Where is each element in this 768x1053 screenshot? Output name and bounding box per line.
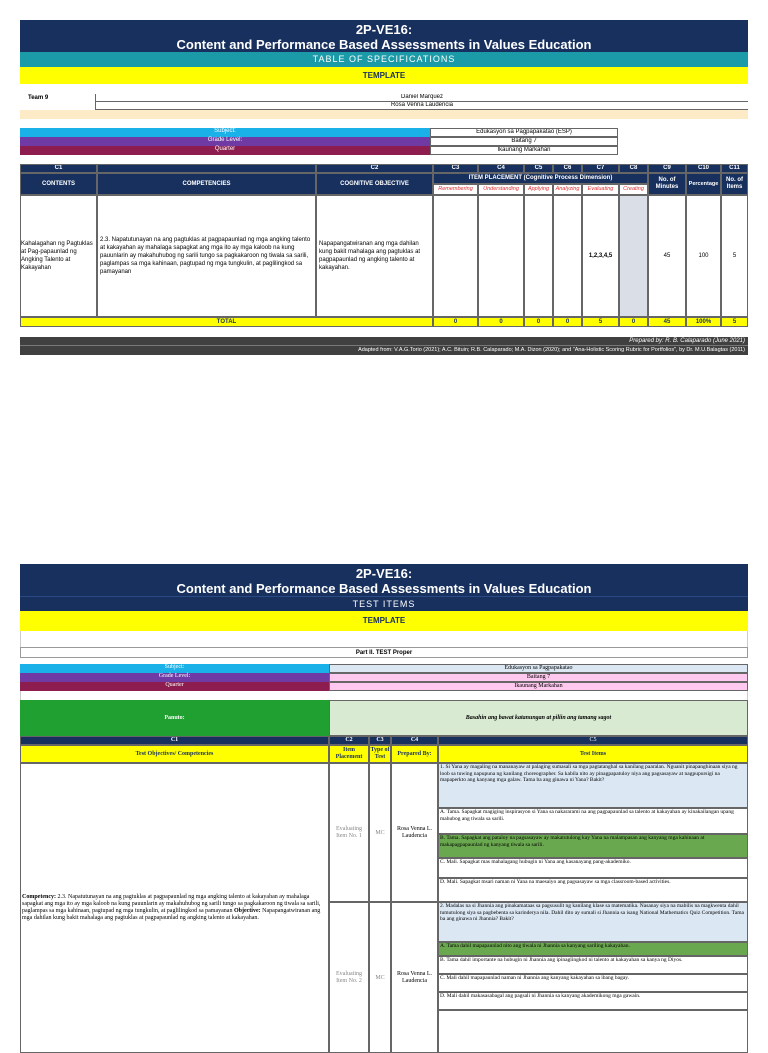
- objective-label: Objective:: [233, 908, 261, 914]
- grade-level-label: Grade Level:: [20, 673, 329, 682]
- total-value: 0: [433, 317, 478, 327]
- tos-data-row: [20, 195, 748, 317]
- choice-c: C. Mali. Sapagkat mas mahalagang hubugin ni Yana ang kasanayang pang-akademiko.: [438, 858, 748, 878]
- course-title: Content and Performance Based Assessments in Values Education: [176, 581, 592, 596]
- col-code: C1: [20, 736, 329, 745]
- col-code: C9: [648, 164, 686, 173]
- prepared-by-header: Prepared By:: [391, 745, 438, 763]
- header-row: [20, 745, 748, 763]
- objectives-header: Test Objectives/ Competencies: [20, 745, 329, 763]
- info-block: [20, 664, 748, 691]
- placement-header: Item Placement: [329, 745, 369, 763]
- header-row: [20, 173, 748, 195]
- item-question: 1. Si Yana ay magaling na mananayaw at palaging sumasali sa mga pagtatanghal sa kanilang paaralan. Nguanit pinapanghinaan siya ng loob sa tuwing napupuna ng kanilang choreographer. Sa kabila nito ay pinagpapatuloy niya ang pagsasayaw at nagpupursigi na mapaperkto ang kanyang mga galaw. Tama ba ang ginawa ni Yana? Bakit?: [438, 763, 748, 808]
- item-question: 2. Madalas na si Jhannia ang pinakamataas sa pagsusulit ng kanilang klase sa matematika. Nasanay siya na mabilis na magkwenta dahil tumutulong siya sa pagbebenta sa karinderya nila. Dahil dito ay sumali si Jhannia sa isang National Mathematics Quiz Competition. Tama ba ang ginawa ni Jhannia? Bakit?: [438, 902, 748, 942]
- col-code: C8: [619, 164, 648, 173]
- item-placement: Evaluating Item No. 2: [329, 902, 369, 1053]
- part-label: Part II. TEST Proper: [20, 647, 748, 658]
- total-value: 5: [721, 317, 748, 327]
- quarter-label: Quarter: [20, 146, 430, 155]
- item-text-column: [438, 763, 748, 902]
- col-code: C2: [329, 736, 369, 745]
- test-items-sheet: [20, 564, 748, 1053]
- col-code: C1: [20, 164, 97, 173]
- item-text-column: [438, 902, 748, 1053]
- total-value: 100%: [686, 317, 721, 327]
- sheet2-subtitle: TEST ITEMS: [20, 596, 748, 611]
- total-row: [20, 317, 748, 327]
- column-code-row: [20, 736, 748, 745]
- subject-label: Subject:: [20, 664, 329, 673]
- competency-text: 2.3. Napatutunayan na ang pagtuklas at pagpapaunlad ng mga angking talento at kakayahan ay mahalaga sapagkat ang mga ito ay mga kaloob na kung pauunlarin ay makahuhubog ng sarili tungo sa pagkakaroon ng tiwala sa sarili, paglampas sa mga kahinaan, pagtupad ng mga tungkulin, at paglilingkod sa pamayanan: [22, 894, 321, 914]
- evaluating-cell: 1,2,3,4,5: [582, 195, 619, 317]
- sheet2-template: TEMPLATE: [20, 611, 748, 631]
- items-cell: 5: [721, 195, 748, 317]
- item-placement: Evaluating Item No. 1: [329, 763, 369, 902]
- table-of-specifications-sheet: [20, 20, 748, 355]
- applying-cell: [524, 195, 553, 317]
- col-code: C3: [433, 164, 478, 173]
- instruction-text: Basahin ang bawat katanungan at piliin ang tamang sagot: [329, 700, 748, 736]
- total-value: 0: [553, 317, 582, 327]
- total-value: 45: [648, 317, 686, 327]
- adapted-from: Adapted from: V.A.G.Torio (2021); A.C. Bituin; R.B. Calaparado; M.A. Dizon (2020); and "Ana-Holistic Scoring Rubric for Portfolios", by Dr. M.U.Balagtas (2011): [20, 345, 748, 355]
- col-code: C3: [369, 736, 391, 745]
- test-items-header: Test Items: [438, 745, 748, 763]
- col-code: C5: [438, 736, 748, 745]
- course-code: 2P-VE16:: [355, 22, 413, 37]
- col-code: C7: [582, 164, 619, 173]
- quarter-value: Ikaunang Markahan: [430, 146, 618, 155]
- team-label: Team 9: [28, 95, 49, 101]
- competency-cell: 2.3. Napatutunayan na ang pagtuklas at pagpapaunlad ng mga angking talento at kakayahan ay mahalaga sapagkat ang mga ito ay mga kaloob na kung pauunlarin ay makahuhubog ng sarili tungo sa pagkakaroon ng tiwala sa sarili, paglampas sa mga kahinaan, pagtupad ng mga tungkulin, at paglilingkod sa pamayanan: [97, 195, 316, 317]
- total-value: 0: [619, 317, 648, 327]
- items-column: [329, 763, 748, 1053]
- test-item: [329, 902, 748, 1053]
- total-label: TOTAL: [20, 317, 433, 327]
- choice-c: C. Mali dahil mapapaunlad naman ni Jhannia ang kanyang kakayahan sa ibang bagay.: [438, 974, 748, 992]
- course-code: 2P-VE16:: [355, 566, 413, 581]
- contents-header: CONTENTS: [20, 173, 97, 195]
- sheet1-header: [20, 20, 748, 52]
- item-prepared-by: Rosa Venna L. Laudencia: [391, 763, 438, 902]
- choice-a-correct: A. Tama dahil mapapaunlad nito ang tiwala ni Jhannia sa kanyang sariling kakayahan.: [438, 942, 748, 956]
- col-code: C10: [686, 164, 721, 173]
- level-evaluating: Evaluating: [582, 184, 619, 195]
- percentage-header: Percentage: [686, 173, 721, 195]
- competencies-header: COMPETENCIES: [97, 173, 316, 195]
- tos-table: [20, 164, 748, 327]
- subject-value: Edukasyon sa Pagpapakatao: [329, 664, 748, 673]
- item-type: MC: [369, 902, 391, 1053]
- item-placement-header: ITEM PLACEMENT (Cognitive Process Dimension): [433, 173, 648, 184]
- level-creating: Creating: [619, 184, 648, 195]
- instructions-row: [20, 700, 748, 736]
- choice-b-correct: B. Tama. Sapagkat ang pataloy na pagsasayaw ay makatutulong kay Yana na malampasan ang kanyang mga kahinaan at makapagpapaunlad ng kanyang tiwala sa sarili.: [438, 834, 748, 858]
- cognitive-objective-header: COGNITIVE OBJECTIVE: [316, 173, 433, 195]
- level-analyzing: Analyzing: [553, 184, 582, 195]
- content-cell: Kahalagahan ng Pagtuklas at Pag-papaunlad ng Angking Talento at Kakayahan: [20, 195, 97, 317]
- item-type: MC: [369, 763, 391, 902]
- sheet2-header: [20, 564, 748, 596]
- grade-level-value: Baitang 7: [430, 137, 618, 146]
- panuto-label: Panuto:: [20, 700, 329, 736]
- grade-level-label: Grade Level:: [20, 137, 430, 146]
- quarter-value: Ikaunang Markahan: [329, 682, 748, 691]
- test-item: [329, 763, 748, 902]
- items-header: No. of Items: [721, 173, 748, 195]
- course-title: Content and Performance Based Assessments in Values Education: [176, 37, 592, 52]
- type-header: Type of Test: [369, 745, 391, 763]
- competency-label: Competency:: [22, 894, 56, 900]
- analyzing-cell: [553, 195, 582, 317]
- col-code: C4: [391, 736, 438, 745]
- sheet1-template: TEMPLATE: [20, 67, 748, 84]
- objective-text: Napapangatwiranan ang mga dahilan kung bakit mahalaga ang pagtuklas at pagpapaunlad ng angking talento at kakayahan.: [22, 908, 321, 921]
- separator-band: [20, 110, 748, 119]
- col-code: C4: [478, 164, 524, 173]
- remembering-cell: [433, 195, 478, 317]
- minutes-cell: 45: [648, 195, 686, 317]
- subject-label: Subject:: [20, 128, 430, 137]
- team-member: Rosa Venna Laudencia: [95, 102, 748, 110]
- col-code: C2: [316, 164, 433, 173]
- percentage-cell: 100: [686, 195, 721, 317]
- objective-cell: [20, 763, 329, 1053]
- subject-value: Edukasyon sa Pagpapakatao (ESP): [430, 128, 618, 137]
- quarter-label: Quarter: [20, 682, 329, 691]
- column-code-row: [20, 164, 748, 173]
- test-items-table: [20, 736, 748, 1053]
- team-members: [95, 94, 748, 110]
- test-body: [20, 763, 748, 1053]
- choice-a: A. Tama. Sapagkat magiging inspirasyon si Yana sa nakararami na ang pagpapaunlad sa talento at kakayahan ay kinakailangan upang mahubog ang tiwala sa sarili.: [438, 808, 748, 834]
- minutes-header: No. of Minutes: [648, 173, 686, 195]
- col-code: C5: [524, 164, 553, 173]
- level-remembering: Remembering: [433, 184, 478, 195]
- sheet1-subtitle: TABLE OF SPECIFICATIONS: [20, 52, 748, 67]
- level-understanding: Understanding: [478, 184, 524, 195]
- choice-b: B. Tama dahil importante na hubugin ni Jhannia ang ipinaglingkod ni talento at kakayahan sa kanya ng Diyos.: [438, 956, 748, 974]
- team-row: [20, 94, 748, 110]
- understanding-cell: [478, 195, 524, 317]
- creating-cell: [619, 195, 648, 317]
- prepared-by: Prepared by: R. B. Calaparado (June 2021): [20, 337, 748, 345]
- choice-d: D. Mali. Sapagkat msari naman ni Yana na maesaiyo ang pagsasayaw sa mga classroom-based activities.: [438, 878, 748, 902]
- col-code: C6: [553, 164, 582, 173]
- item-placement-group: [433, 173, 648, 195]
- grade-level-value: Baitang 7: [329, 673, 748, 682]
- team-member: Daniel Marquez: [95, 94, 748, 102]
- total-value: 0: [524, 317, 553, 327]
- total-value: 5: [582, 317, 619, 327]
- choice-d: D. Mali dahil makasasabagal ang pagsali ni Jhannia sa kanyang akademikong mga gawain.: [438, 992, 748, 1010]
- level-applying: Applying: [524, 184, 553, 195]
- col-code: C11: [721, 164, 748, 173]
- info-block: [20, 128, 748, 155]
- item-prepared-by: Rosa Venna L. Laudencia: [391, 902, 438, 1053]
- total-value: 0: [478, 317, 524, 327]
- cognitive-objective-cell: Napapangatwiranan ang mga dahilan kung bakit mahalaga ang pagtuklas at pagpapaunlad ng angking talento at kakayahan.: [316, 195, 433, 317]
